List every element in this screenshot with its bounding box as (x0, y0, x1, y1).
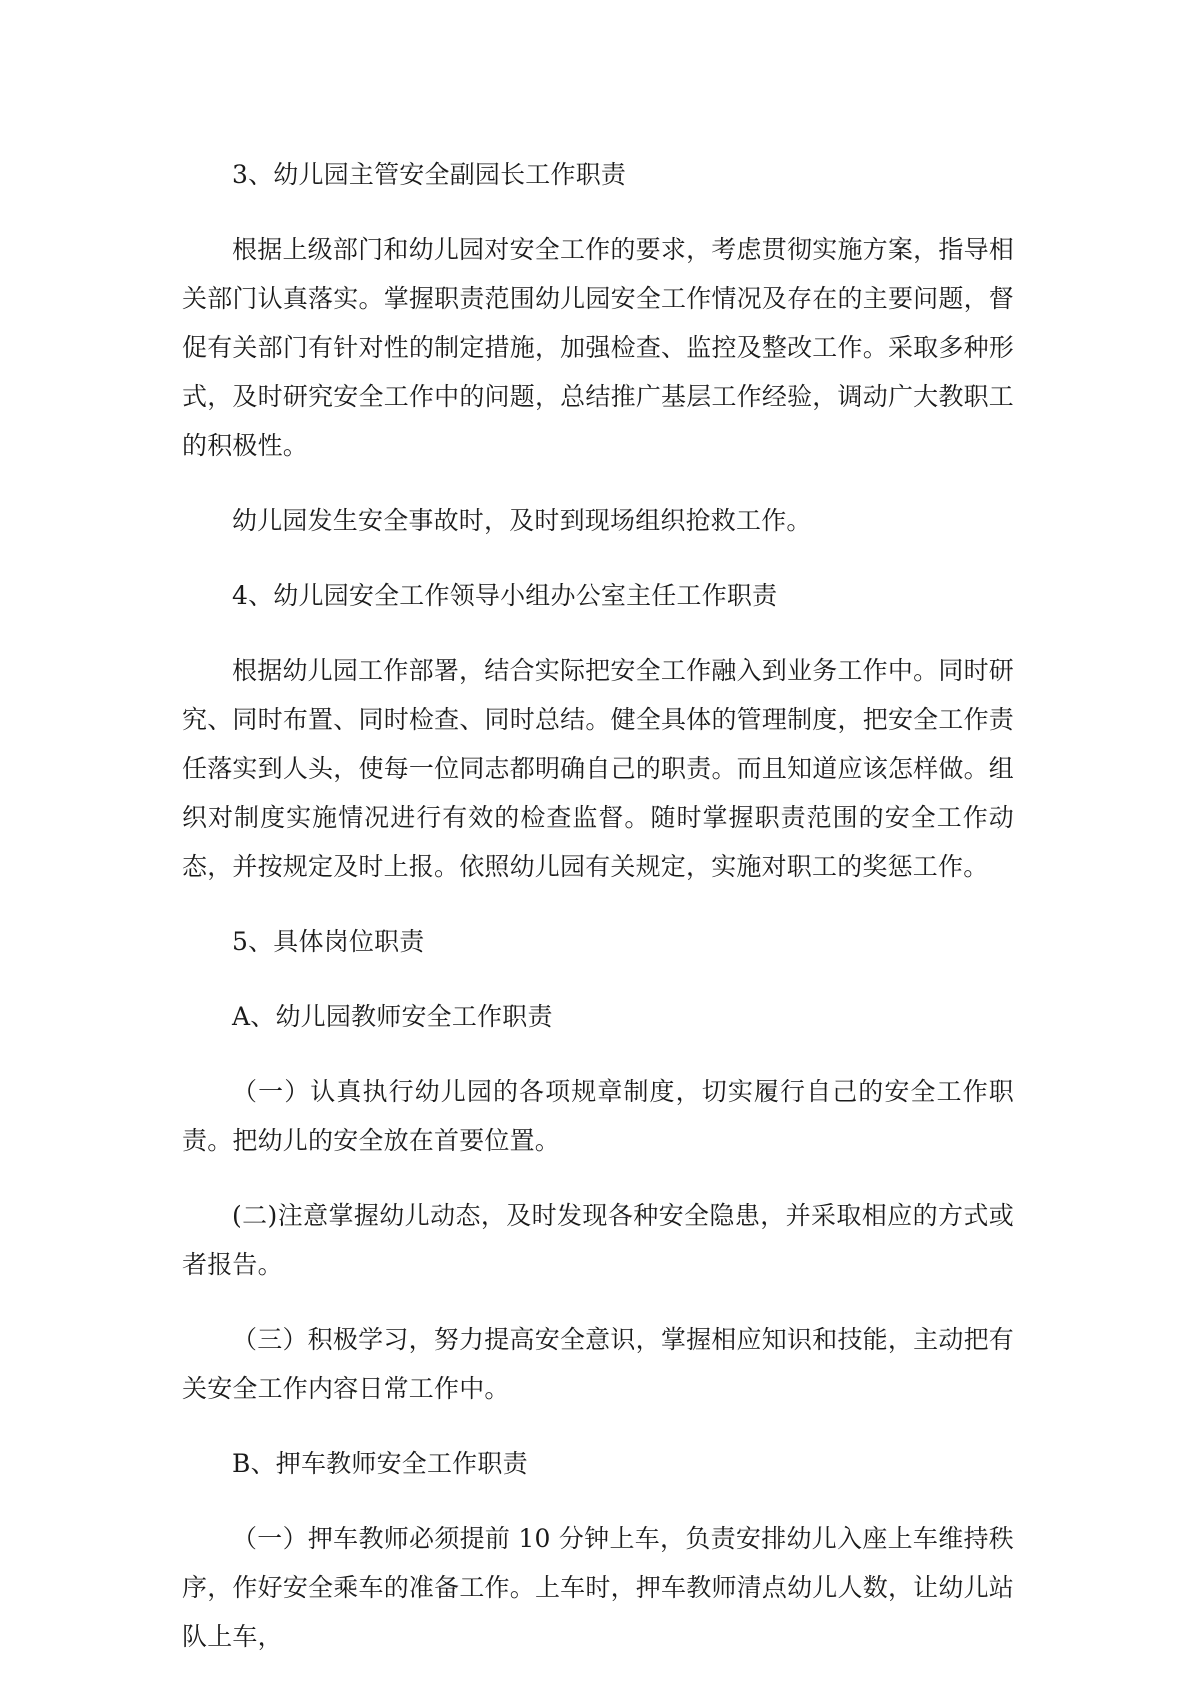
section-heading-4: 4、幼儿园安全工作领导小组办公室主任工作职责 (232, 581, 778, 610)
body-paragraph: 幼儿园发生安全事故时，及时到现场组织抢救工作。 (232, 506, 812, 535)
section-heading-3: 3、幼儿园主管安全副园长工作职责 (232, 160, 627, 189)
list-item: （一）认真执行幼儿园的各项规章制度，切实履行自己的安全工作职责。把幼儿的安全放在首要位置。 (182, 1077, 1014, 1155)
list-item: （一）押车教师必须提前 10 分钟上车，负责安排幼儿入座上车维持秩序，作好安全乘车的准备工作。上车时，押车教师清点幼儿人数，让幼儿站队上车， (182, 1524, 1014, 1651)
subsection-heading-a: A、幼儿园教师安全工作职责 (232, 1002, 553, 1031)
body-paragraph: 根据幼儿园工作部署，结合实际把安全工作融入到业务工作中。同时研究、同时布置、同时检查、同时总结。健全具体的管理制度，把安全工作责任落实到人头，使每一位同志都明确自己的职责。而且知道应该怎样做。组织对制度实施情况进行有效的检查监督。随时掌握职责范围的安全工作动态，并按规定及时上报。依照幼儿园有关规定，实施对职工的奖惩工作。 (182, 656, 1014, 881)
section-heading-5: 5、具体岗位职责 (232, 927, 425, 956)
body-paragraph: 根据上级部门和幼儿园对安全工作的要求，考虑贯彻实施方案，指导相关部门认真落实。掌握职责范围幼儿园安全工作情况及存在的主要问题，督促有关部门有针对性的制定措施，加强检查、监控及整改工作。采取多种形式，及时研究安全工作中的问题，总结推广基层工作经验，调动广大教职工的积极性。 (182, 235, 1014, 460)
document-page (182, 150, 1014, 1661)
list-item: （三）积极学习，努力提高安全意识，掌握相应知识和技能，主动把有关安全工作内容日常工作中。 (182, 1325, 1014, 1403)
subsection-heading-b: B、押车教师安全工作职责 (232, 1449, 528, 1478)
list-item: (二)注意掌握幼儿动态，及时发现各种安全隐患，并采取相应的方式或者报告。 (182, 1201, 1014, 1279)
